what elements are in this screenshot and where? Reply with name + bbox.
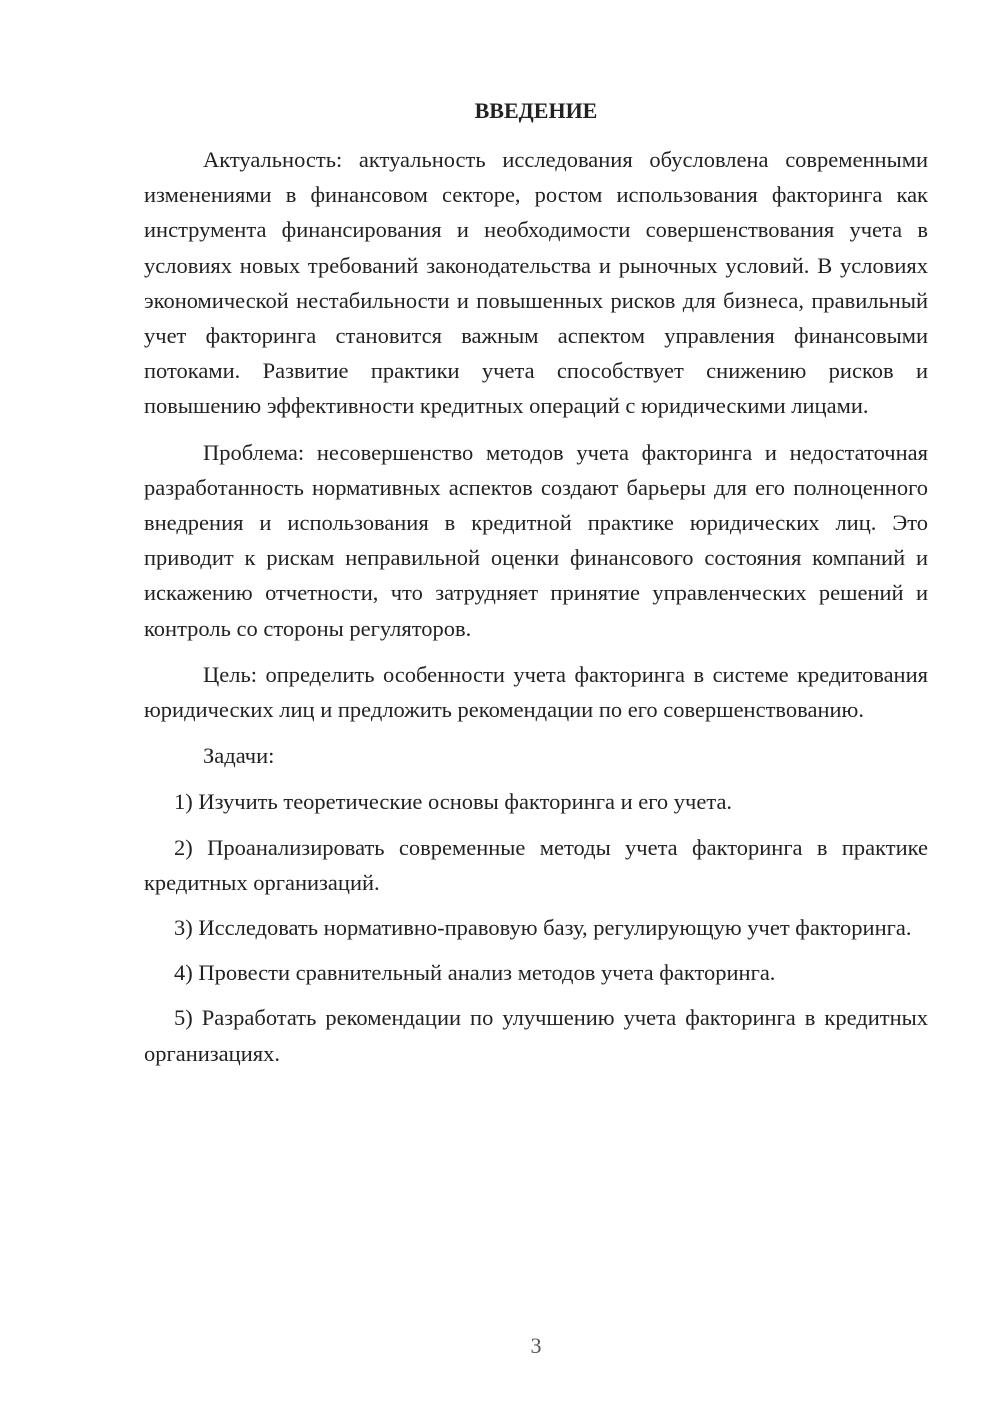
task-item: 5) Разработать рекомендации по улучшению учета факторинга в кредитных организациях. (144, 1005, 928, 1066)
task-item: 2) Проанализировать современные методы учета факторинга в практике кредитных организаций. (144, 834, 928, 895)
tasks-heading: Задачи: (203, 743, 275, 769)
paragraph-goal: Цель: определить особенности учета факторинга в системе кредитования юридических лиц и предложить рекомендации по его совершенствованию. (144, 661, 928, 723)
paragraph-problem: Проблема: несовершенство методов учета факторинга и недостаточная разработанность нормативных аспектов создают барьеры для его полноценного внедрения и использования в кредитной практике юридических лиц. Это приводит к рискам неправильной оценки финансового состояния компаний и искажению отчетности, что затрудняет принятие управленческих решений и контроль со стороны регуляторов. (144, 439, 928, 641)
document-page (144, 94, 928, 1081)
page-number: 3 (530, 1333, 542, 1358)
task-item: 1) Изучить теоретические основы факторинга и его учета. (174, 789, 733, 815)
task-item: 3) Исследовать нормативно-правовую базу, регулирующую учет факторинга. (174, 915, 912, 941)
section-title: ВВЕДЕНИЕ (474, 98, 598, 123)
task-item: 4) Провести сравнительный анализ методов учета факторинга. (174, 960, 776, 986)
paragraph-relevance: Актуальность: актуальность исследования обусловлена современными изменениями в финансовом секторе, ростом использования факторинга как инструмента финансирования и необходимости совершенствования учета в условиях новых требований законодательства и рыночных условий. В условиях экономической нестабильности и повышенных рисков для бизнеса, правильный учет факторинга становится важным аспектом управления финансовыми потоками. Развитие практики учета способствует снижению рисков и повышению эффективности кредитных операций с юридическими лицами. (144, 147, 928, 419)
